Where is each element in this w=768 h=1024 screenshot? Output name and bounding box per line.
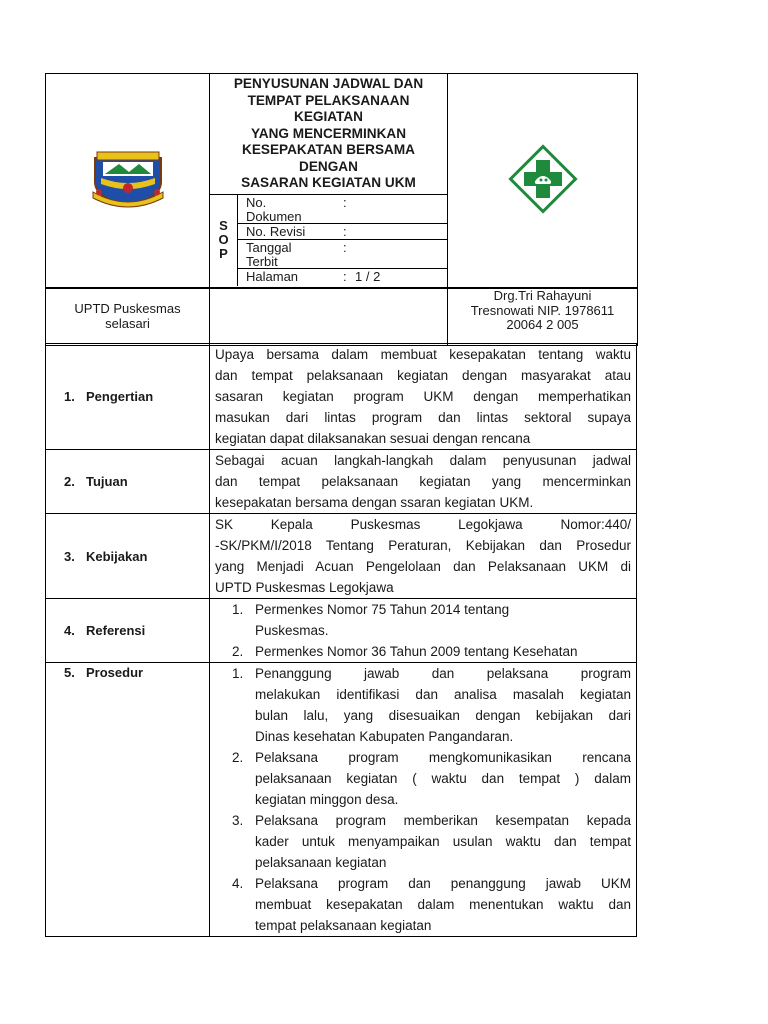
section-title: Tujuan bbox=[86, 474, 128, 489]
list-item-line: Puskesmas. bbox=[255, 623, 329, 638]
list-item-text bbox=[255, 641, 631, 662]
list-item-text bbox=[255, 873, 631, 936]
section-label-cell bbox=[46, 514, 210, 599]
title-line: PENYUSUNAN JADWAL DAN bbox=[233, 76, 424, 91]
paragraph-line: sasaran kegiatan program UKM dengan memperhatikan bbox=[215, 389, 631, 404]
list-item-line: Penanggung jawab dan pelaksana program bbox=[255, 666, 631, 681]
section-label-cell bbox=[46, 599, 210, 663]
section-label-cell bbox=[46, 450, 210, 514]
list-item-text bbox=[255, 810, 631, 873]
paragraph-line: UPTD Puskesmas Legokjawa bbox=[215, 580, 394, 595]
paragraph-line: Sebagai acuan langkah-langkah dalam penyusunan jadwal bbox=[215, 453, 631, 468]
title-line: YANG MENCERMINKAN bbox=[250, 125, 407, 141]
organization-name: UPTD Puskesmas bbox=[74, 301, 181, 316]
meta-label-line: Dokumen bbox=[246, 208, 302, 224]
title-cell bbox=[210, 74, 448, 289]
section-paragraph bbox=[210, 344, 636, 449]
list-item-text bbox=[255, 663, 631, 747]
section-paragraph bbox=[210, 514, 636, 598]
paragraph-line: dan tempat pelaksanaan kegiatan dengan masyarakat atau bbox=[215, 368, 631, 383]
meta-row-document-number bbox=[238, 195, 447, 224]
title-line: TEMPAT PELAKSANAAN bbox=[247, 92, 410, 108]
list-item-number: 2. bbox=[232, 750, 244, 765]
signer-name: Drg.Tri Rahayuni bbox=[493, 288, 592, 303]
meta-rows bbox=[238, 195, 447, 286]
meta-row-revision bbox=[238, 224, 447, 240]
section-row-pengertian bbox=[46, 344, 637, 450]
section-paragraph bbox=[210, 450, 636, 513]
list-item-line: melakukan identifikasi dan analisa masalah kegiatan bbox=[255, 687, 631, 702]
list-item-line: pelaksanaan kegiatan bbox=[255, 855, 387, 870]
meta-label bbox=[246, 241, 343, 268]
list-item-line: kegiatan minggon desa. bbox=[255, 792, 399, 807]
meta-colon: : bbox=[343, 194, 347, 210]
section-row-kebijakan bbox=[46, 514, 637, 599]
puskesmas-logo bbox=[508, 144, 578, 214]
list-item-line: tempat pelaksanaan kegiatan bbox=[255, 918, 432, 933]
section-label bbox=[46, 623, 209, 638]
meta-row-issue-date bbox=[238, 240, 447, 269]
sop-letter: P bbox=[219, 246, 228, 261]
list-item-line: pelaksanaan kegiatan ( waktu dan tempat ) dalam bbox=[255, 771, 631, 786]
list-item-line: Permenkes Nomor 75 Tahun 2014 tentang bbox=[255, 602, 510, 617]
paragraph-line: masukan dari lintas program dan lintas sektoral supaya bbox=[215, 410, 631, 425]
section-number: 3. bbox=[64, 548, 75, 564]
list-item-number: 4. bbox=[232, 876, 244, 891]
section-row-prosedur bbox=[46, 663, 637, 937]
reference-list bbox=[210, 599, 636, 662]
list-item bbox=[232, 747, 631, 810]
list-item bbox=[232, 873, 631, 936]
document-title bbox=[210, 74, 447, 195]
signer-nip: 20064 2 005 bbox=[506, 317, 579, 332]
paragraph-line: -SK/PKM/I/2018 Tentang Peraturan, Kebijakan dan Prosedur bbox=[215, 538, 631, 553]
paragraph-line: dan tempat pelaksanaan kegiatan yang mencerminkan bbox=[215, 474, 631, 489]
paragraph-line: kesepakatan bersama dengan ssaran kegiatan UKM. bbox=[215, 495, 534, 510]
section-label-cell bbox=[46, 663, 210, 937]
title-line: KESEPAKATAN BERSAMA bbox=[242, 142, 415, 157]
title-line: DENGAN bbox=[299, 158, 358, 174]
list-item bbox=[232, 641, 631, 662]
signer-cell bbox=[448, 288, 638, 346]
title-line: SASARAN KEGIATAN UKM bbox=[241, 175, 416, 190]
section-number: 1. bbox=[64, 389, 75, 404]
list-item-number: 2. bbox=[232, 644, 244, 659]
section-title: Pengertian bbox=[86, 389, 154, 404]
paragraph-line: Upaya bersama dalam membuat kesepakatan tentang waktu bbox=[215, 347, 631, 362]
regency-crest-logo bbox=[89, 148, 167, 210]
sop-body-table bbox=[45, 343, 637, 937]
section-row-tujuan bbox=[46, 450, 637, 514]
section-content-cell bbox=[210, 599, 637, 663]
list-item-line: kader untuk menyampaikan usulan waktu dan tempat bbox=[255, 834, 631, 849]
section-number: 4. bbox=[64, 623, 75, 638]
sop-header-table bbox=[45, 73, 638, 289]
section-title: Kebijakan bbox=[86, 548, 148, 564]
paragraph-line: SK Kepala Puskesmas Legokjawa Nomor:440/ bbox=[215, 517, 631, 532]
list-item-text bbox=[255, 747, 631, 810]
paragraph-line: yang Menjadi Acuan Pengelolaan dan Pelaksanaan UKM di bbox=[215, 559, 631, 574]
organization-cell bbox=[46, 288, 210, 346]
section-title: Referensi bbox=[86, 623, 146, 638]
section-content-cell bbox=[210, 663, 637, 937]
meta-label-line: No. bbox=[246, 194, 267, 210]
document-meta bbox=[210, 195, 447, 286]
list-item-line: membuat kesepakatan dalam menentukan waktu dan bbox=[255, 897, 631, 912]
meta-label-line: Tanggal bbox=[246, 239, 292, 255]
list-item-line: Pelaksana program dan penanggung jawab UKM bbox=[255, 876, 631, 891]
list-item-number: 3. bbox=[232, 813, 244, 828]
meta-row-page bbox=[238, 269, 447, 286]
section-label-cell bbox=[46, 344, 210, 450]
right-logo-cell bbox=[448, 74, 638, 289]
meta-colon: : bbox=[343, 223, 347, 239]
meta-label: Halaman bbox=[246, 268, 299, 284]
list-item-text bbox=[255, 599, 631, 641]
list-item bbox=[232, 599, 631, 641]
section-content-cell bbox=[210, 514, 637, 599]
signer-name: Tresnowati NIP. 1978611 bbox=[470, 302, 615, 318]
meta-label bbox=[246, 196, 343, 223]
list-item bbox=[232, 810, 631, 873]
section-number: 5. bbox=[64, 665, 75, 680]
meta-colon: : bbox=[343, 268, 347, 284]
meta-label-line: Terbit bbox=[246, 253, 278, 269]
meta-label: No. Revisi bbox=[246, 223, 306, 239]
procedure-list bbox=[210, 663, 636, 936]
section-label bbox=[46, 663, 209, 680]
section-label bbox=[46, 549, 209, 564]
meta-value: 1 / 2 bbox=[355, 268, 381, 284]
list-item-number: 1. bbox=[232, 602, 244, 617]
paragraph-line: kegiatan dapat dilaksanakan sesuai dengan rencana bbox=[215, 431, 531, 446]
list-item-line: Dinas kesehatan Kabupaten Pangandaran. bbox=[255, 729, 514, 744]
list-item-line: Pelaksana program memberikan kesempatan kepada bbox=[255, 813, 631, 828]
blank-cell bbox=[210, 288, 448, 346]
section-number: 2. bbox=[64, 474, 75, 489]
section-content-cell bbox=[210, 344, 637, 450]
section-label bbox=[46, 474, 209, 489]
list-item-line: bulan lalu, yang disesuaikan dengan kebijakan dari bbox=[255, 708, 631, 723]
sop-info-table bbox=[45, 287, 638, 346]
sop-letter: S bbox=[219, 218, 228, 233]
section-title: Prosedur bbox=[86, 665, 144, 680]
meta-colon: : bbox=[343, 239, 347, 255]
list-item-line: Permenkes Nomor 36 Tahun 2009 tentang Kesehatan bbox=[255, 644, 578, 659]
sop-label bbox=[210, 195, 238, 286]
list-item-number: 1. bbox=[232, 666, 244, 681]
section-row-referensi bbox=[46, 599, 637, 663]
list-item-line: Pelaksana program mengkomunikasikan rencana bbox=[255, 750, 631, 765]
title-line: KEGIATAN bbox=[294, 109, 363, 124]
sop-letter: O bbox=[218, 232, 229, 247]
section-content-cell bbox=[210, 450, 637, 514]
organization-name: selasari bbox=[105, 315, 150, 331]
section-label bbox=[46, 389, 209, 404]
left-logo-cell bbox=[46, 74, 210, 289]
list-item bbox=[232, 663, 631, 747]
